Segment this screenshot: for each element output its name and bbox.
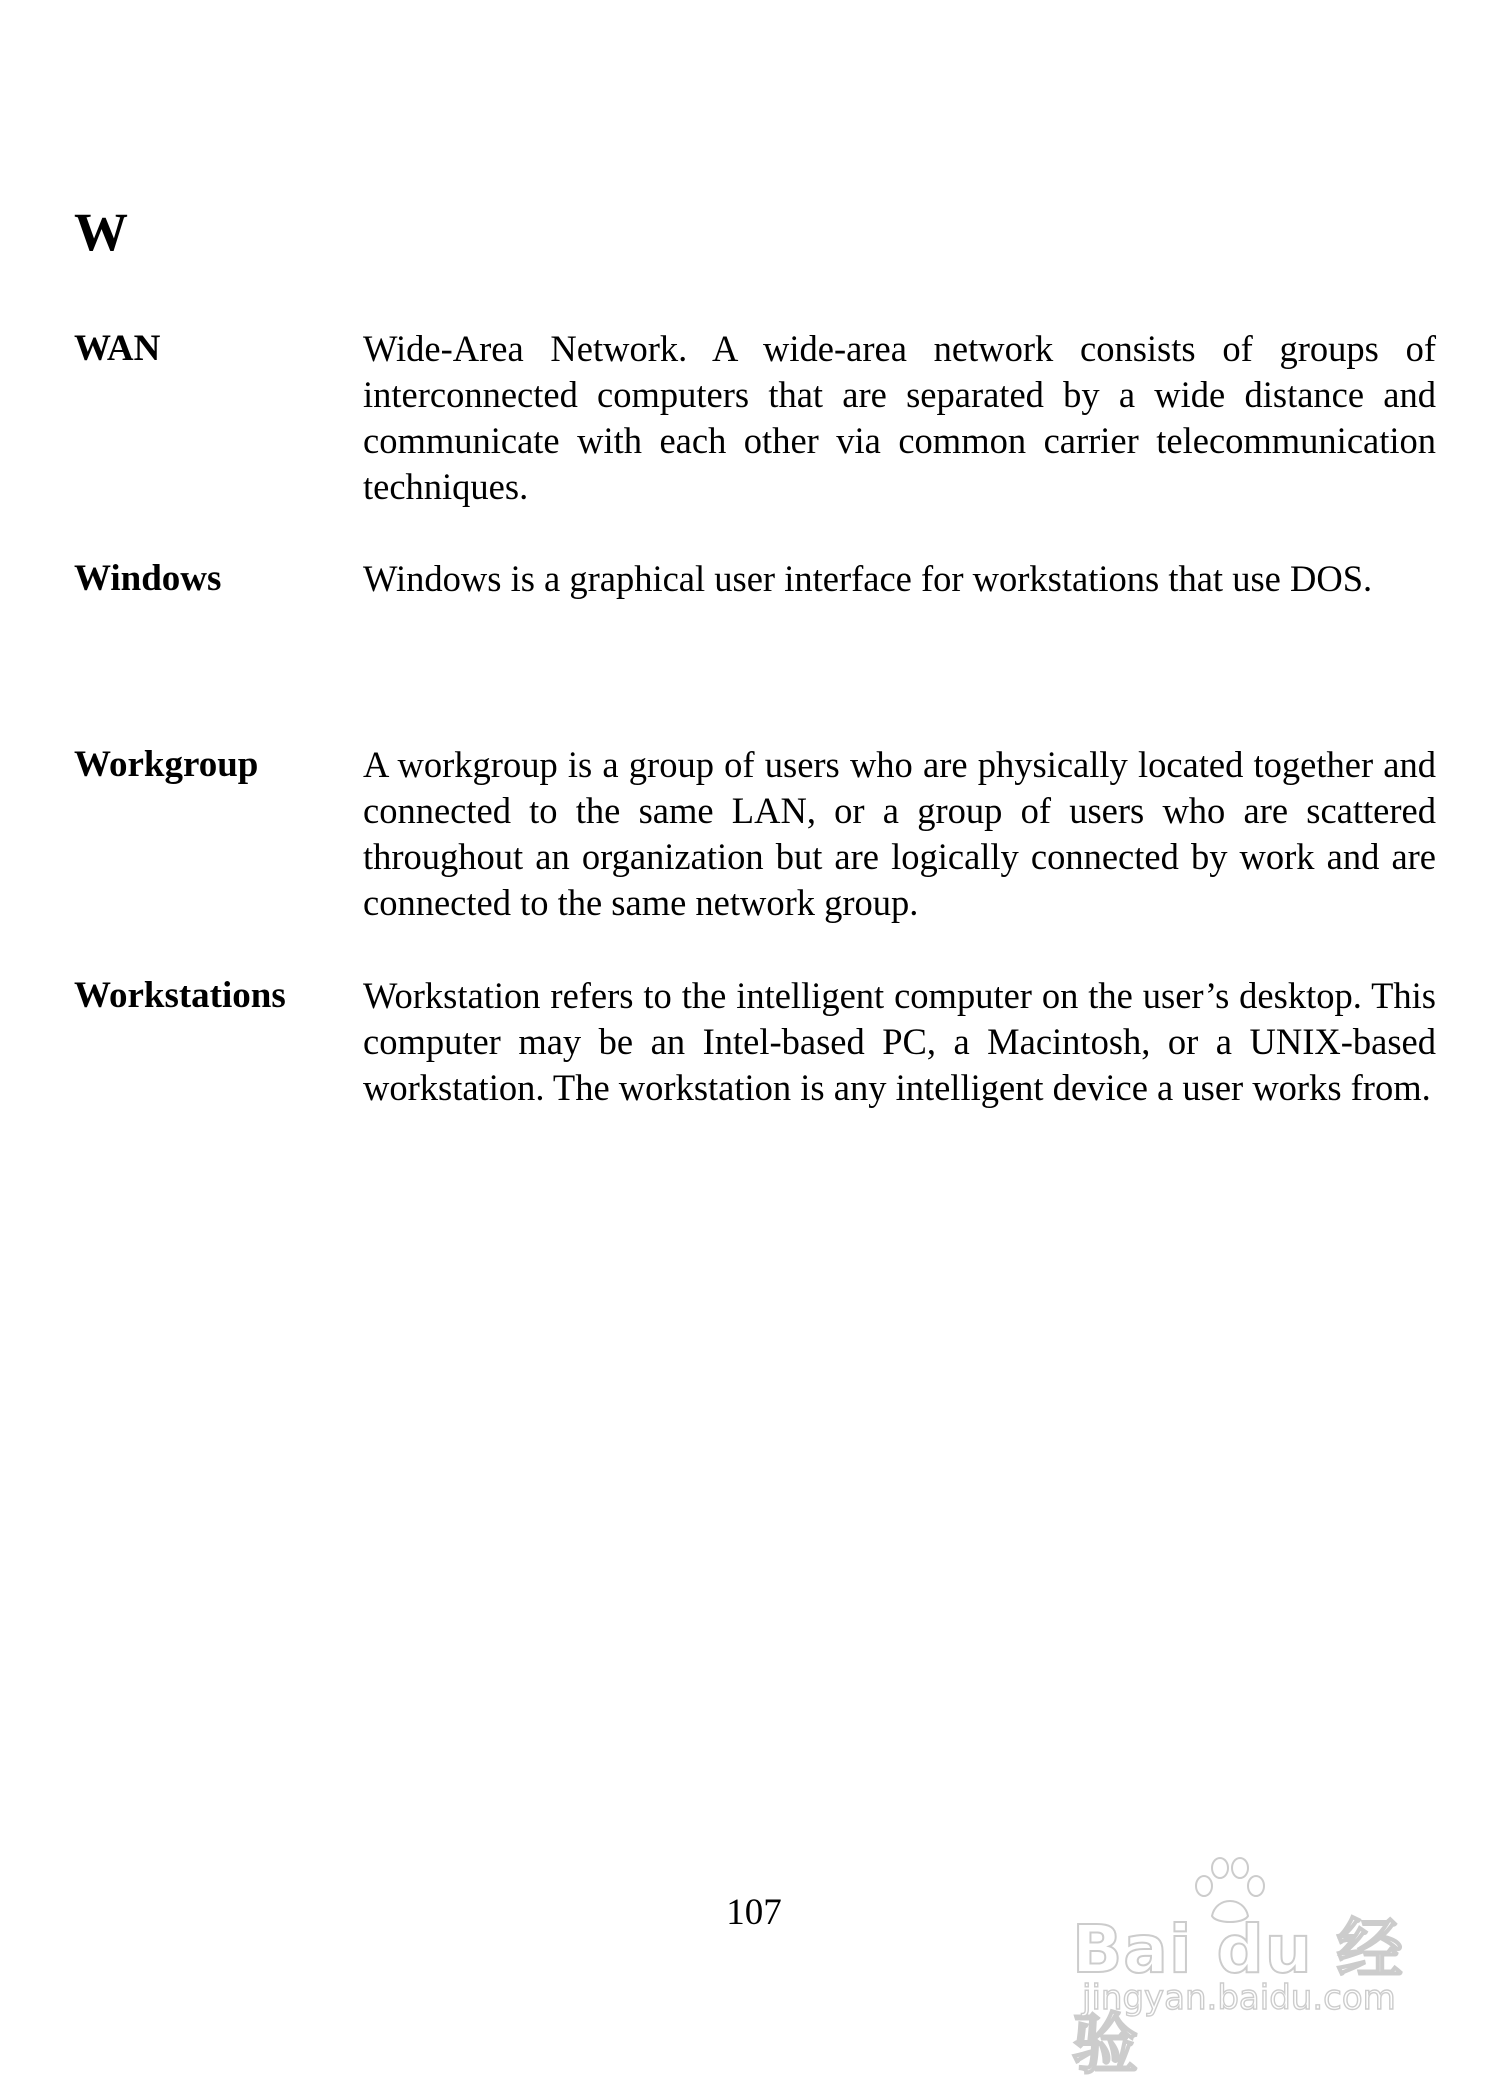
definition-wan: Wide-Area Network. A wide-area network consists of groups of interconnected computers that are separated by a wide distance and communicate with each other via common carrier telecommunication techniques.: [363, 328, 1436, 507]
definition-workstations: Workstation refers to the intelligent computer on the user’s desktop. This computer may be an Intel-based PC, a Macintosh, or a UNIX-based workstation. The workstation is any intelligent device a user works from.: [363, 975, 1436, 1108]
definition-windows: Windows is a graphical user interface for workstations that use DOS.: [363, 558, 1373, 599]
baidu-jingyan-watermark: [1072, 1856, 1452, 2083]
section-letter-heading: W: [74, 202, 128, 262]
term-workgroup: Workgroup: [74, 744, 259, 785]
term-workstations: Workstations: [74, 975, 286, 1016]
term-windows: Windows: [74, 558, 222, 599]
page-number: 107: [726, 1892, 782, 1933]
definition-workgroup: A workgroup is a group of users who are physically located together and connected to the same LAN, or a group of users who are scattered throughout an organization but are logically connected by work and are connected to the same network group.: [363, 744, 1436, 923]
watermark-url: jingyan.baidu.com: [1082, 1978, 1396, 2018]
watermark-logo-text: Bai du 经验: [1072, 1911, 1404, 2083]
term-wan: WAN: [74, 328, 161, 369]
